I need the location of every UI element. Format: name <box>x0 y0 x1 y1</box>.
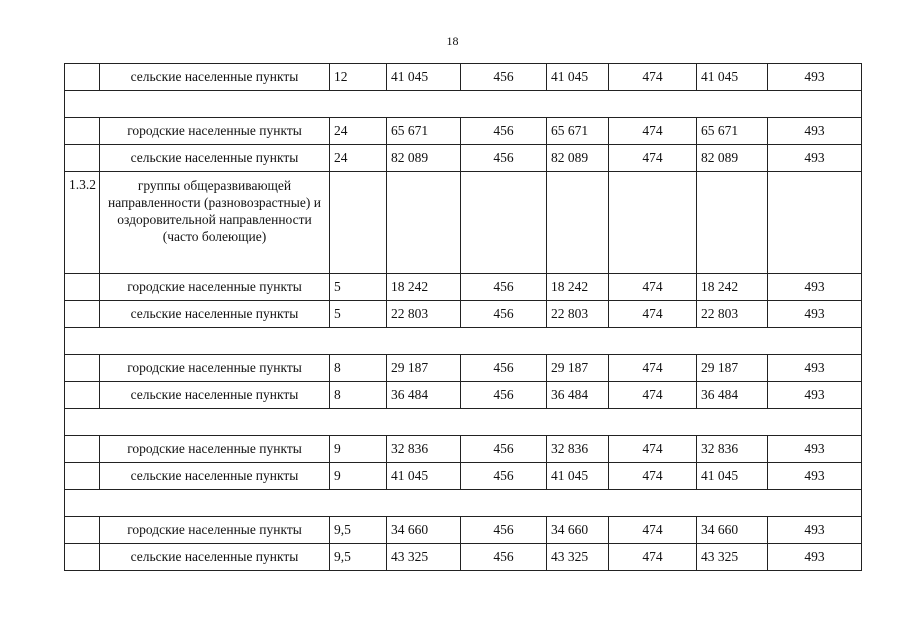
cost-cell-1: 43 325 <box>387 544 461 571</box>
settlement-type-cell: сельские населенные пункты <box>100 382 330 409</box>
table-row <box>65 436 862 463</box>
value-cell-3: 493 <box>768 382 862 409</box>
cost-cell-2: 41 045 <box>547 64 609 91</box>
cost-cell-3: 22 803 <box>697 301 768 328</box>
value-cell-1: 456 <box>461 118 547 145</box>
table-row <box>65 382 862 409</box>
value-cell-1: 456 <box>461 64 547 91</box>
value-cell-1: 456 <box>461 463 547 490</box>
cost-cell-3: 36 484 <box>697 382 768 409</box>
value-cell-2: 474 <box>609 118 697 145</box>
section-header-row <box>65 172 862 274</box>
value-cell-1: 456 <box>461 544 547 571</box>
value-cell-1: 456 <box>461 301 547 328</box>
cost-cell-3: 41 045 <box>697 463 768 490</box>
cost-cell-3 <box>697 172 768 274</box>
settlement-type-cell: сельские населенные пункты <box>100 145 330 172</box>
cost-cell-2: 29 187 <box>547 355 609 382</box>
cost-cell-3: 65 671 <box>697 118 768 145</box>
row-number-cell <box>65 436 100 463</box>
value-cell-1: 456 <box>461 382 547 409</box>
cost-cell-2: 36 484 <box>547 382 609 409</box>
cost-cell-1: 82 089 <box>387 145 461 172</box>
settlement-type-cell: сельские населенные пункты <box>100 544 330 571</box>
hours-cell <box>330 172 387 274</box>
settlement-type-cell: сельские населенные пункты <box>100 463 330 490</box>
table-row <box>65 274 862 301</box>
cost-cell-1: 32 836 <box>387 436 461 463</box>
value-cell-2: 474 <box>609 145 697 172</box>
settlement-type-cell: городские населенные пункты <box>100 517 330 544</box>
hours-cell: 5 <box>330 301 387 328</box>
settlement-type-cell: городские населенные пункты <box>100 436 330 463</box>
separator-cell <box>65 490 862 517</box>
cost-cell-3: 32 836 <box>697 436 768 463</box>
row-number-cell <box>65 145 100 172</box>
value-cell-2 <box>609 172 697 274</box>
value-cell-1: 456 <box>461 145 547 172</box>
cost-cell-3: 82 089 <box>697 145 768 172</box>
cost-cell-3: 34 660 <box>697 517 768 544</box>
cost-cell-2: 18 242 <box>547 274 609 301</box>
cost-cell-1: 18 242 <box>387 274 461 301</box>
row-number-cell <box>65 517 100 544</box>
value-cell-2: 474 <box>609 274 697 301</box>
row-number-cell: 1.3.2 <box>65 172 100 274</box>
hours-cell: 9,5 <box>330 517 387 544</box>
settlement-type-cell: городские населенные пункты <box>100 274 330 301</box>
settlement-type-cell: сельские населенные пункты <box>100 301 330 328</box>
table-row <box>65 355 862 382</box>
value-cell-1: 456 <box>461 355 547 382</box>
row-number-cell <box>65 544 100 571</box>
value-cell-3: 493 <box>768 355 862 382</box>
cost-cell-3: 18 242 <box>697 274 768 301</box>
table-row <box>65 118 862 145</box>
table-row <box>65 64 862 91</box>
row-number-cell <box>65 118 100 145</box>
separator-cell <box>65 91 862 118</box>
cost-cell-2: 65 671 <box>547 118 609 145</box>
value-cell-1: 456 <box>461 274 547 301</box>
hours-cell: 9,5 <box>330 544 387 571</box>
separator-row <box>65 328 862 355</box>
value-cell-3 <box>768 172 862 274</box>
row-number-cell <box>65 463 100 490</box>
value-cell-1: 456 <box>461 436 547 463</box>
value-cell-1: 456 <box>461 517 547 544</box>
cost-cell-2: 43 325 <box>547 544 609 571</box>
table-row <box>65 145 862 172</box>
cost-cell-3: 41 045 <box>697 64 768 91</box>
value-cell-3: 493 <box>768 436 862 463</box>
cost-cell-1: 36 484 <box>387 382 461 409</box>
value-cell-2: 474 <box>609 544 697 571</box>
cost-cell-1 <box>387 172 461 274</box>
hours-cell: 8 <box>330 355 387 382</box>
row-number-cell <box>65 301 100 328</box>
cost-cell-1: 22 803 <box>387 301 461 328</box>
value-cell-2: 474 <box>609 355 697 382</box>
settlement-type-cell: сельские населенные пункты <box>100 64 330 91</box>
cost-cell-1: 65 671 <box>387 118 461 145</box>
hours-cell: 24 <box>330 118 387 145</box>
cost-cell-1: 41 045 <box>387 64 461 91</box>
row-number-cell <box>65 274 100 301</box>
value-cell-3: 493 <box>768 301 862 328</box>
cost-cell-2: 82 089 <box>547 145 609 172</box>
row-number-cell <box>65 64 100 91</box>
table-row <box>65 301 862 328</box>
separator-row <box>65 490 862 517</box>
cost-cell-2: 34 660 <box>547 517 609 544</box>
hours-cell: 8 <box>330 382 387 409</box>
cost-cell-1: 41 045 <box>387 463 461 490</box>
value-cell-1 <box>461 172 547 274</box>
value-cell-2: 474 <box>609 436 697 463</box>
cost-cell-2 <box>547 172 609 274</box>
separator-cell <box>65 328 862 355</box>
cost-cell-2: 41 045 <box>547 463 609 490</box>
value-cell-2: 474 <box>609 64 697 91</box>
value-cell-3: 493 <box>768 544 862 571</box>
value-cell-3: 493 <box>768 118 862 145</box>
table-row <box>65 463 862 490</box>
value-cell-2: 474 <box>609 463 697 490</box>
settlement-type-cell: городские населенные пункты <box>100 355 330 382</box>
hours-cell: 24 <box>330 145 387 172</box>
row-number-cell <box>65 382 100 409</box>
cost-cell-1: 34 660 <box>387 517 461 544</box>
value-cell-3: 493 <box>768 145 862 172</box>
value-cell-3: 493 <box>768 274 862 301</box>
page-number: 18 <box>446 34 459 48</box>
hours-cell: 12 <box>330 64 387 91</box>
value-cell-3: 493 <box>768 64 862 91</box>
separator-row <box>65 91 862 118</box>
value-cell-2: 474 <box>609 382 697 409</box>
value-cell-3: 493 <box>768 463 862 490</box>
table-row <box>65 517 862 544</box>
hours-cell: 9 <box>330 436 387 463</box>
cost-cell-3: 43 325 <box>697 544 768 571</box>
hours-cell: 9 <box>330 463 387 490</box>
value-cell-3: 493 <box>768 517 862 544</box>
table-body <box>65 64 862 571</box>
settlement-type-cell: городские населенные пункты <box>100 118 330 145</box>
tariff-table <box>64 63 862 571</box>
row-number-cell <box>65 355 100 382</box>
cost-cell-2: 32 836 <box>547 436 609 463</box>
separator-row <box>65 409 862 436</box>
cost-cell-1: 29 187 <box>387 355 461 382</box>
settlement-type-cell: группы общеразвивающей направленности (разновозрастные) и оздоровительной направленности (часто болеющие) <box>100 172 330 274</box>
cost-cell-3: 29 187 <box>697 355 768 382</box>
cost-cell-2: 22 803 <box>547 301 609 328</box>
separator-cell <box>65 409 862 436</box>
value-cell-2: 474 <box>609 301 697 328</box>
table-row <box>65 544 862 571</box>
hours-cell: 5 <box>330 274 387 301</box>
value-cell-2: 474 <box>609 517 697 544</box>
